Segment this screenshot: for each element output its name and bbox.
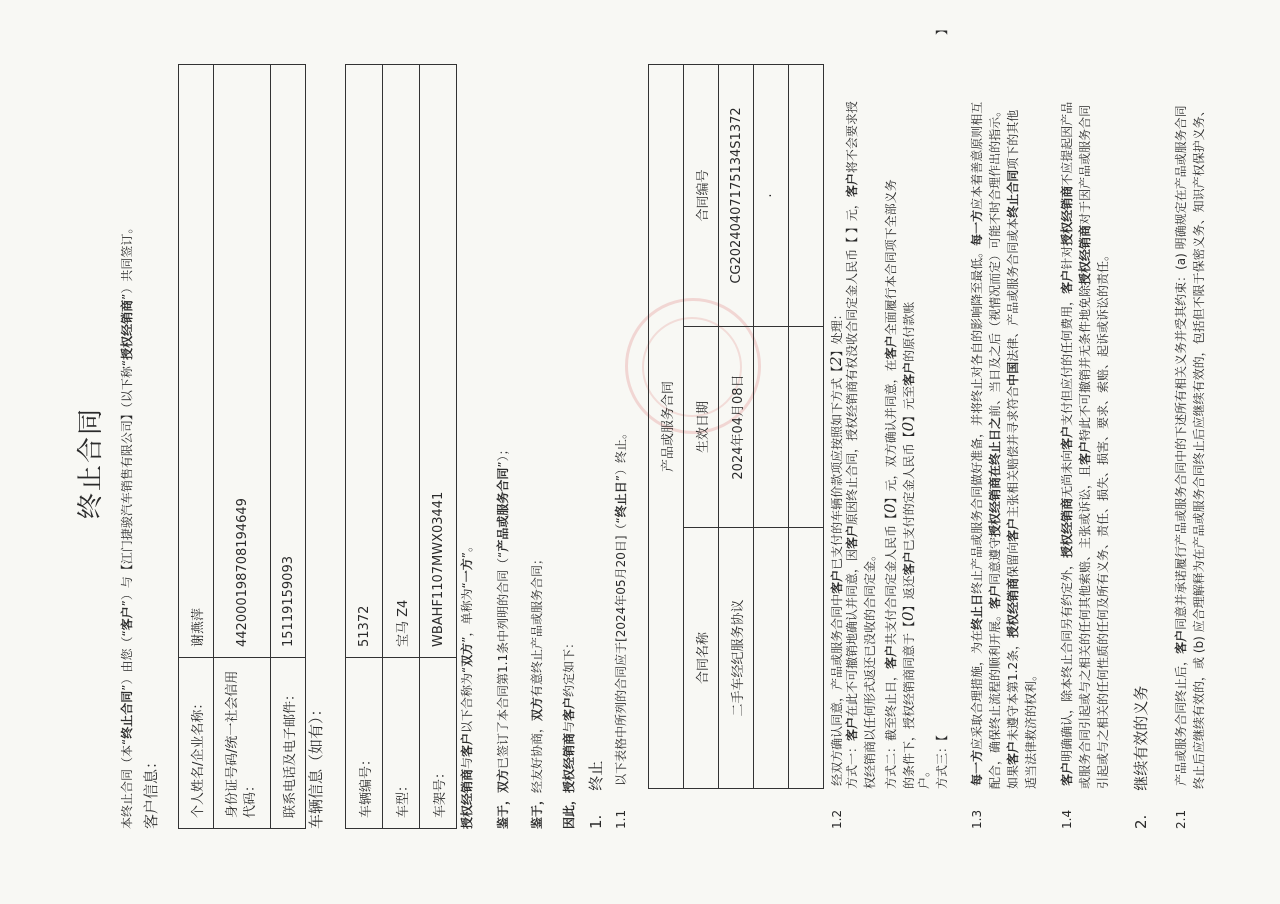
table-row	[383, 65, 420, 829]
table-row	[684, 65, 719, 789]
clause-1-1: 1.1以下表格中所列的合同应于[2024年05月20日]（“终止日”）终止。	[614, 427, 628, 829]
contract-number-cell: CG20240407175134S1372	[719, 65, 754, 327]
handwritten-option: 2	[827, 356, 845, 366]
clause-1-3-line-2: 配合，确保终止流程的顺利开展。客户同意遵守授权经销商在终止日之前、当日及之后（视情况而定）可能不时合理作出的指示。	[988, 104, 1002, 789]
recital-1: 鉴于，双方已签订了本合同第1.1条中列明的合同（“产品或服务合同”）；	[496, 443, 510, 829]
intro-paragraph: 本终止合同（本“终止合同”）由您（“客户”）与【江门捷骏汽车销售有限公司】（以下称“授权经销商”）共同签订。	[120, 221, 134, 829]
clause-1-3-line-1: 1.3每一方应采取合理措施，为在终止日终止产品或服务合同做好准备，并将终止对各自的影响降至最低。每一方应本着善意原则相互	[970, 101, 984, 829]
empty-cell	[754, 327, 789, 528]
empty-cell	[789, 65, 824, 327]
customer-contact-value: 15119159093	[271, 65, 306, 658]
clause-2-1-line-2: 终止后应继续有效的，或 (b) 应合理解释为在产品或服务合同终止后应继续有效的，包括但不限于保密义务、知识产权保护义务、	[1192, 104, 1206, 789]
contract-name-header: 合同名称	[684, 528, 719, 789]
customer-id-value: 442000198708194649	[214, 65, 271, 658]
effective-date-cell: 2024年04月08日	[719, 327, 754, 528]
customer-name-label: 个人姓名/企业名称：	[179, 658, 214, 829]
vehicle-number-value: 51372	[346, 65, 383, 658]
contract-table-caption: 产品或服务合同	[649, 65, 684, 789]
empty-cell	[754, 528, 789, 789]
clause-1-3-line-3: 如果客户未遵守本第1.2条，授权经销商保留向客户主张相关赔偿并寻求符合中国法律、产品或服务合同或本终止合同项下的其他	[1006, 109, 1020, 789]
vehicle-vin-value: WBAHF1107MWX03441	[420, 65, 457, 658]
handwritten-amount: 0	[881, 503, 899, 513]
clause-1-2-line-2: 方式一：客户在此不可撤销地确认并同意，因客户原因终止合同，授权经销商有权没收合同定金人民币【 】元，客户将不会要求授	[845, 101, 859, 789]
clause-1-2-line-4: 方式二：截至终止日，客户共支付合同定金人民币【0】元，双方确认并同意，在客户全面履行本合同项下全部义务	[881, 179, 899, 789]
clause-1-4-line-1: 1.4客户明确确认，除本终止合同另有约定外，授权经销商无尚未向客户支付但应付的任何费用，客户针对授权经销商不应提起因产品	[1060, 101, 1074, 829]
handwritten-date: 0	[899, 611, 917, 621]
clause-1-2-line-7: 方式三：【】	[935, 22, 949, 789]
vehicle-model-value: 宝马 Z4	[383, 65, 420, 658]
contract-number-header: 合同编号	[684, 65, 719, 327]
empty-cell	[789, 327, 824, 528]
customer-id-label: 身份证号码/统一社会信用代码：	[214, 658, 271, 829]
contract-table	[648, 64, 824, 789]
table-row	[214, 65, 271, 829]
clause-1-2-line-1: 1.2经双方确认同意，产品或服务合同中客户已支付的车辆价款项应按照如下方式【2】处理：	[827, 308, 845, 829]
customer-info-table	[178, 64, 306, 829]
vehicle-info-heading: 车辆信息（如有）：	[307, 701, 325, 829]
customer-contact-label: 联系电话及电子邮件：	[271, 658, 306, 829]
empty-cell	[754, 65, 789, 327]
vehicle-number-label: 车辆编号：	[346, 658, 383, 829]
customer-info-heading: 客户信息：	[142, 753, 160, 829]
vehicle-vin-label: 车架号：	[420, 658, 457, 829]
contract-name-cell: 二手车经纪服务协议	[719, 528, 754, 789]
clause-1-3-line-4: 适当法律救济的权利。	[1024, 668, 1038, 789]
clause-2-1-line-1: 2.1产品或服务合同终止后，客户同意并承诺履行产品或服务合同中的下述所有相关义务并受其约束：(a) 明确规定在产品或服务合同	[1174, 105, 1188, 829]
table-row	[271, 65, 306, 829]
vehicle-model-label: 车型：	[383, 658, 420, 829]
empty-cell	[789, 528, 824, 789]
effective-date-header: 生效日期	[684, 327, 719, 528]
table-row	[719, 65, 754, 789]
recital-3: 因此，授权经销商与客户约定如下：	[562, 636, 576, 829]
customer-name-value: 谢燕萍	[179, 65, 214, 658]
table-row	[754, 65, 789, 789]
table-row	[346, 65, 383, 829]
handwritten-refund: 0	[899, 421, 917, 432]
recital-2: 鉴于，经友好协商，双方有意终止产品或服务合同；	[530, 552, 544, 829]
clause-1-4-line-2: 或服务合同引起或与之相关的任何其他索赔、主张或诉讼，且客户特此不可撤销并无条件地免除授权经销商对于因产品或服务合同	[1078, 104, 1092, 789]
stray-mark: ·	[763, 193, 779, 198]
parties-paragraph: 授权经销商与客户以下合称为“双方”，单称为“一方”。	[460, 540, 474, 829]
section-2-heading: 2.继续有效的义务	[1132, 685, 1150, 829]
table-row	[420, 65, 457, 829]
clause-1-2-line-6: 户。	[917, 764, 931, 789]
table-row	[649, 65, 684, 789]
clause-1-2-line-5: 的条件下，授权经销商同意于【0】返还客户已支付的定金人民币【0】元至客户的原付款账	[899, 301, 917, 789]
section-1-heading: 1.终止	[587, 760, 605, 829]
table-row	[789, 65, 824, 789]
clause-1-2-line-3: 权经销商以任何形式返还已没收的合同定金。	[863, 548, 877, 789]
clause-1-4-line-3: 引起或与之相关的任何性质的任何及所有义务、责任、损失、损害、要求、索赔、起诉或诉讼的责任。	[1096, 248, 1110, 789]
table-row	[179, 65, 214, 829]
page-title: 终止合同	[76, 406, 106, 519]
vehicle-info-table	[345, 64, 457, 829]
